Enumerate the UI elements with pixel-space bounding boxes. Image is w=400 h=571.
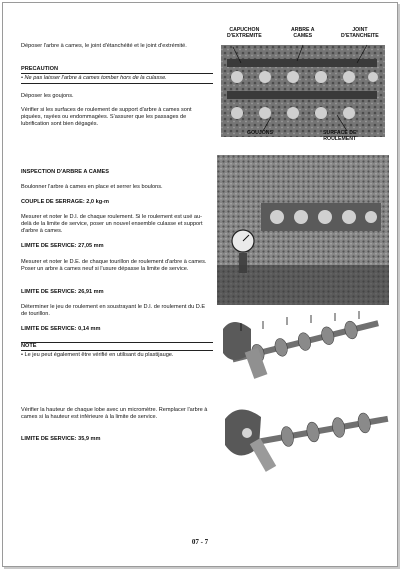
- lobe-measure-illustration: [217, 395, 389, 475]
- engine-dial-gauge-photo: [217, 155, 389, 305]
- service-limit-clearance: LIMITE DE SERVICE: 0,14 mm: [21, 326, 101, 332]
- divider: [21, 350, 213, 351]
- precaution-heading: PRECAUTION: [21, 66, 58, 72]
- precaution-text: • Ne pas laisser l'arbre à cames tomber hors de la culasse.: [21, 75, 167, 81]
- cylinder-head-photo: [217, 27, 389, 147]
- paragraph-remove-camshaft: Déposer l'arbre à cames, le joint d'étanchéité et le joint d'extrémité.: [21, 43, 187, 49]
- section-heading-camshaft-inspection: INSPECTION D'ARBRE A CAMES: [21, 169, 109, 175]
- note-heading: NOTE: [21, 343, 37, 349]
- service-limit-id: LIMITE DE SERVICE: 27,05 mm: [21, 243, 104, 249]
- lobe-height-photo: [217, 395, 389, 475]
- paragraph-measure-id: Mesurer et noter le D.I. de chaque roulement. Si le roulement est usé au-delà de la limite de service, poser un nouvel ensemble culasse et support d'arbre à cames.: [21, 214, 203, 235]
- divider: [21, 83, 213, 84]
- camshaft-micrometer-photo: [217, 309, 389, 379]
- paragraph-measure-od: Mesurer et noter le D.E. de chaque tourillon de roulement d'arbre à cames. Poser un arbre à cames neuf si l'usure dépasse la limite de service.: [21, 259, 207, 273]
- manual-page: [2, 2, 398, 567]
- camshaft-illustration: [217, 309, 389, 379]
- paragraph-lobe-height: Vérifier la hauteur de chaque lobe avec un micromètre. Remplacer l'arbre à cames si la hauteur est inférieure à la limite de service.: [21, 407, 208, 421]
- torque-spec: COUPLE DE SERRAGE: 2,0 kg-m: [21, 199, 109, 205]
- cylinder-head-illustration: [217, 27, 389, 147]
- note-text: • Le jeu peut également être vérifié en utilisant du plastijauge.: [21, 352, 174, 358]
- divider: [21, 73, 213, 74]
- label-end-cap: CAPUCHON D'EXTREMITE: [227, 27, 262, 39]
- label-oil-seal: JOINT D'ETANCHEITE: [341, 27, 379, 39]
- label-bearing-surface: SURFACE DE ROULEMENT: [323, 130, 357, 142]
- service-limit-od: LIMITE DE SERVICE: 26,91 mm: [21, 289, 104, 295]
- paragraph-check-bearing-surfaces: Vérifier si les surfaces de roulement de support d'arbre à cames sont piquées, rayées ou endommagées. S'assurer que les passages de lubrification sont bien dégagés.: [21, 107, 192, 128]
- paragraph-clearance: Déterminer le jeu de roulement en soustrayant le D.I. de roulement du D.E de tourillon.: [21, 304, 206, 318]
- label-studs: GOUJONS: [247, 130, 273, 136]
- label-camshaft: ARBRE A CAMES: [291, 27, 315, 39]
- engine-illustration: [217, 155, 389, 305]
- service-limit-lobe: LIMITE DE SERVICE: 35,9 mm: [21, 436, 101, 442]
- page-number: 07 - 7: [191, 538, 209, 546]
- paragraph-remove-studs: Déposer les goujons.: [21, 93, 74, 99]
- paragraph-bolt-camshaft: Boulonner l'arbre à cames en place et serrer les boulons.: [21, 184, 163, 190]
